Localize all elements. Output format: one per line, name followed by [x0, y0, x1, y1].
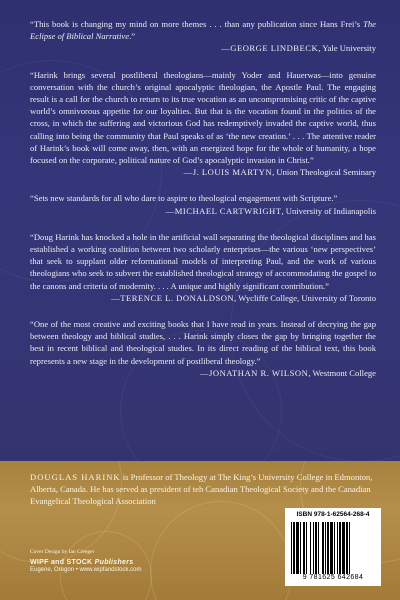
quote-text: “Sets new standards for all who dare to aspire to theological engagement with Scripture.”	[30, 193, 338, 204]
isbn-label: ISBN 978-1-62564-268-4	[296, 511, 370, 518]
quote-attribution: —TERENCE L. DONALDSON, Wycliffe College, University of Toronto	[111, 292, 376, 303]
quote-text: “This book is changing my mind on more themes . . . than any publication since Hans Frei’s The Eclipse of Biblical Narrative.”	[30, 19, 376, 42]
publisher-name: WIPF and STOCK Publishers	[30, 559, 134, 566]
book-title: The Eclipse of Biblical Narrative	[30, 19, 376, 42]
quote-attribution: —GEORGE LINDBECK, Yale University	[221, 43, 376, 54]
cover-designer-credit: Cover Design by Ian Creeger	[30, 549, 95, 555]
publisher-location: Eugene, Oregon • www.wipfandstock.com	[30, 567, 142, 573]
author-name: DOUGLAS HARINK	[30, 472, 121, 482]
author-bio	[30, 471, 375, 508]
endorsement-quote	[30, 231, 376, 304]
barcode-number: 9 781625 642684	[302, 574, 364, 581]
publisher-credits	[30, 549, 142, 573]
isbn-barcode	[285, 508, 381, 586]
author-bio-text: is Professor of Theology at The King’s University College in Edmonton, Alberta, Canada. He has served as president of teh Canadian Theological Society and the Canadian Evangelical Theological Association	[30, 472, 373, 507]
endorsement-quote	[30, 318, 376, 379]
quote-attribution: —JONATHAN R. WILSON, Westmont College	[199, 367, 376, 378]
quote-text: “Doug Harink has knocked a hole in the artificial wall separating the theological disciplines and has established a working coalition between two scholarly enterprises—the various ‘new perspectives’ that seek to supplant older reformational models of interpreting Paul, and the work of various theologians who seek to subvert the established theological strategy of accommodating the gospel to the canons and criteria of modernity. . . . A unique and highly significant contribution.”	[30, 231, 376, 291]
endorsement-quote	[30, 192, 376, 216]
endorsement-quote	[30, 69, 376, 179]
quote-text: “Harink brings several postliberal theologians—mainly Yoder and Hauerwas—into genuine conversation with the church’s original apocalyptic theologian, the Apostle Paul. The engaging result is a call for the church to return to its true vocation as an uncompromising critic of the captive world’s omnivorous appetite for our loyalties. But that is the vocation found in the politics of the cross, in which the suffering and victorious God has redemptively invaded the captive world, thus calling into being the community that Paul speaks of as ‘the new creation.’ . . . The attentive reader of Harink’s book will come away, then, with an energized hope for the whole of humanity, a hope focused on the corporate, political nature of God’s apocalyptic invasion in Christ.”	[30, 69, 376, 166]
quote-text: “One of the most creative and exciting books that I have read in years. Instead of decrying the gap between theology and biblical studies, . . . Harink simply closes the gap by bringing together the best in recent biblical and theological studies. In its direct reading of the biblical text, this book represents a new stage in the development of postliberal theology.”	[30, 319, 376, 366]
barcode-icon	[291, 522, 375, 574]
endorsement-quote	[30, 18, 376, 55]
endorsement-list	[30, 18, 376, 393]
decorative-swirl	[150, 501, 292, 600]
quote-attribution: —MICHAEL CARTWRIGHT, University of Indianapolis	[165, 205, 376, 216]
quote-attribution: —J. LOUIS MARTYN, Union Theological Seminary	[183, 167, 376, 178]
